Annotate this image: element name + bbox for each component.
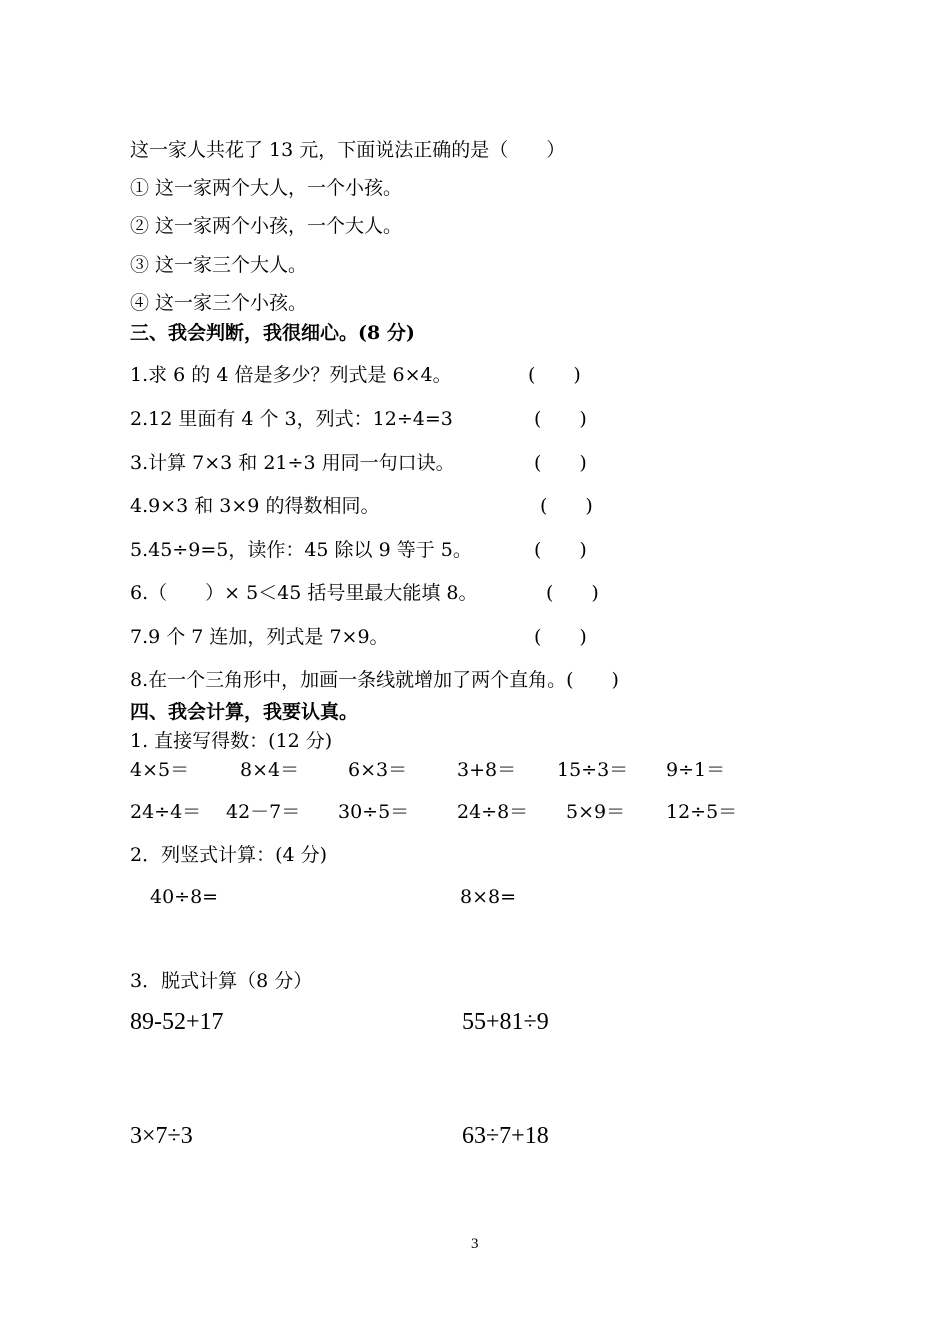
part3-label: 3．脱式计算（8 分） (130, 970, 313, 992)
option-2: ② 这一家两个小孩，一个大人。 (130, 215, 403, 237)
judge-answer-1[interactable]: ( ) (528, 364, 581, 386)
judge-answer-2[interactable]: ( ) (534, 408, 587, 430)
judge-answer-4[interactable]: ( ) (540, 495, 593, 517)
judge-answer-3[interactable]: ( ) (534, 452, 587, 474)
stepwise-calc-4: 63÷7+18 (462, 1123, 549, 1149)
calc-r1-c5: 15÷3＝ (557, 759, 629, 781)
part1-label: 1. 直接写得数：(12 分) (130, 730, 333, 752)
vertical-calc-2: 8×8= (460, 886, 517, 908)
stepwise-calc-2: 55+81÷9 (462, 1009, 549, 1035)
calc-r2-c2: 42－7＝ (226, 801, 301, 823)
calc-r1-c3: 6×3＝ (348, 759, 408, 781)
option-3: ③ 这一家三个大人。 (130, 254, 308, 276)
judge-item-7: 7.9 个 7 连加，列式是 7×9。 (130, 626, 389, 648)
stepwise-calc-3: 3×7÷3 (130, 1123, 193, 1149)
judge-item-1: 1.求 6 的 4 倍是多少？列式是 6×4。 (130, 364, 452, 386)
calc-r2-c5: 5×9＝ (566, 801, 626, 823)
calc-r1-c6: 9÷1＝ (666, 759, 726, 781)
judge-item-6: 6.（ ）× 5＜45 括号里最大能填 8。 (130, 582, 478, 604)
section4-heading: 四、我会计算，我要认真。 (130, 701, 359, 723)
calc-r1-c2: 8×4＝ (240, 759, 300, 781)
calc-r2-c4: 24÷8＝ (457, 801, 529, 823)
judge-answer-7[interactable]: ( ) (534, 626, 587, 648)
intro-question: 这一家人共花了 13 元，下面说法正确的是（ ） (130, 139, 566, 161)
stepwise-calc-1: 89-52+17 (130, 1009, 224, 1035)
calc-r1-c4: 3+8＝ (457, 759, 517, 781)
judge-answer-5[interactable]: ( ) (534, 539, 587, 561)
calc-r2-c3: 30÷5＝ (338, 801, 410, 823)
section3-heading: 三、我会判断，我很细心。(8 分) (130, 322, 415, 344)
vertical-calc-1: 40÷8= (150, 886, 219, 908)
part2-label: 2．列竖式计算：(4 分) (130, 844, 328, 866)
calc-r2-c1: 24÷4＝ (130, 801, 202, 823)
judge-item-2: 2.12 里面有 4 个 3，列式：12÷4=3 (130, 408, 453, 430)
page-number: 3 (471, 1236, 479, 1252)
calc-r2-c6: 12÷5＝ (666, 801, 738, 823)
judge-item-5: 5.45÷9=5，读作：45 除以 9 等于 5。 (130, 539, 472, 561)
judge-item-8: 8.在一个三角形中，加画一条线就增加了两个直角。( ) (130, 669, 619, 691)
calc-r1-c1: 4×5＝ (130, 759, 190, 781)
judge-item-4: 4.9×3 和 3×9 的得数相同。 (130, 495, 380, 517)
option-1: ① 这一家两个大人，一个小孩。 (130, 177, 403, 199)
judge-answer-6[interactable]: ( ) (546, 582, 599, 604)
option-4: ④ 这一家三个小孩。 (130, 292, 308, 314)
judge-item-3: 3.计算 7×3 和 21÷3 用同一句口诀。 (130, 452, 455, 474)
